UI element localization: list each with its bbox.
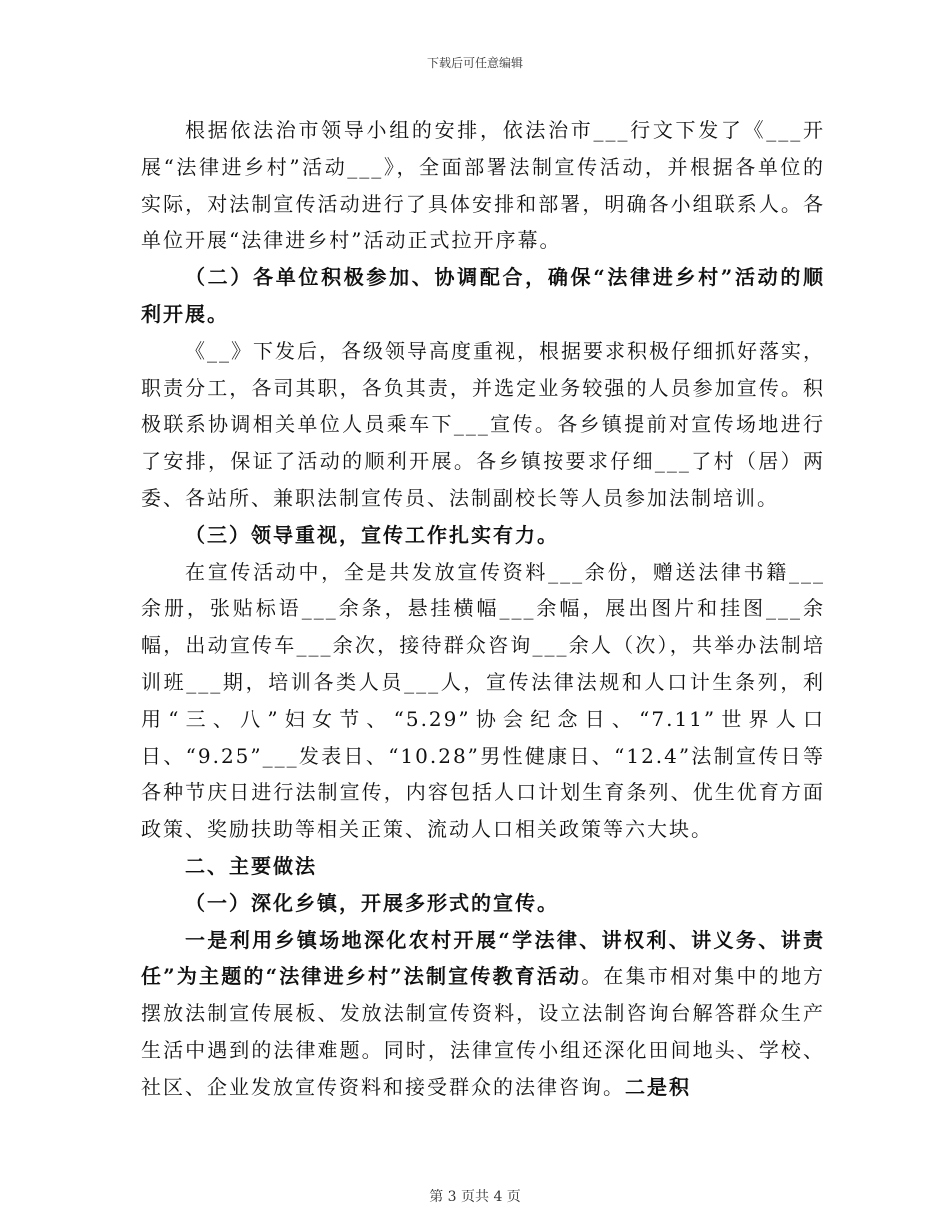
subheading-1: （一）深化乡镇，开展多形式的宣传。	[185, 890, 559, 915]
main-heading-practices: 二、主要做法	[185, 853, 317, 878]
paragraph-methods	[141, 922, 825, 1106]
section-heading-2: （二）各单位积极参加、协调配合，确保“法律进乡村”活动的顺利开展。	[141, 265, 825, 326]
section-heading-3: （三）领导重视，宣传工作扎实有力。	[185, 522, 559, 547]
bold-tail: 二是积	[625, 1074, 691, 1099]
paragraph-intro: 根据依法治市领导小组的安排，依法治市___行文下发了《___开展“法律进乡村”活动___》，全面部署法制宣传活动，并根据各单位的实际，对法制宣传活动进行了具体安排和部署，明确各小组联系人。各单位开展“法律进乡村”活动正式拉开序幕。	[141, 118, 825, 253]
page-footer: 第 3 页共 4 页	[429, 1189, 521, 1205]
page-header: 下载后可任意编辑	[426, 56, 523, 70]
bold-lead: 一是利用乡镇场地深化农村开展“学法律、讲权利、讲义务、讲责任”为主题的“法律进乡村”法制宣传教育活动	[141, 927, 825, 989]
body-text: 。在集市相对集中的地方摆放法制宣传展板、发放法制宣传资料，设立法制咨询台解答群众生产生活中遇到的法律难题。同时，法律宣传小组还深化田间地头、学校、社区、企业发放宣传资料和接受群众的法律咨询。	[141, 964, 826, 1099]
paragraph-implementation: 《__》下发后，各级领导高度重视，根据要求积极仔细抓好落实，职责分工，各司其职，各负其责，并选定业务较强的人员参加宣传。积极联系协调相关单位人员乘车下___宣传。各乡镇提前对宣传场地进行了安排，保证了活动的顺利开展。各乡镇按要求仔细___了村（居）两委、各站所、兼职法制宣传员、法制副校长等人员参加法制培训。	[141, 338, 825, 510]
paragraph-statistics: 在宣传活动中，全是共发放宣传资料___余份，赠送法律书籍___余册，张贴标语___余条，悬挂横幅___余幅，展出图片和挂图___余幅，出动宣传车___余次，接待群众咨询___余人（次），共举办法制培训班___期，培训各类人员___人，宣传法律法规和人口计生条列，利用“三、八”妇女节、“5.29”协会纪念日、“7.11”世界人口日、“9.25”___发表日、“10.28”男性健康日、“12.4”法制宣传日等各种节庆日进行法制宣传，内容包括人口计划生育条列、优生优育方面政策、奖励扶助等相关正策、流动人口相关政策等六大块。	[141, 559, 825, 842]
document-body	[141, 112, 825, 1106]
